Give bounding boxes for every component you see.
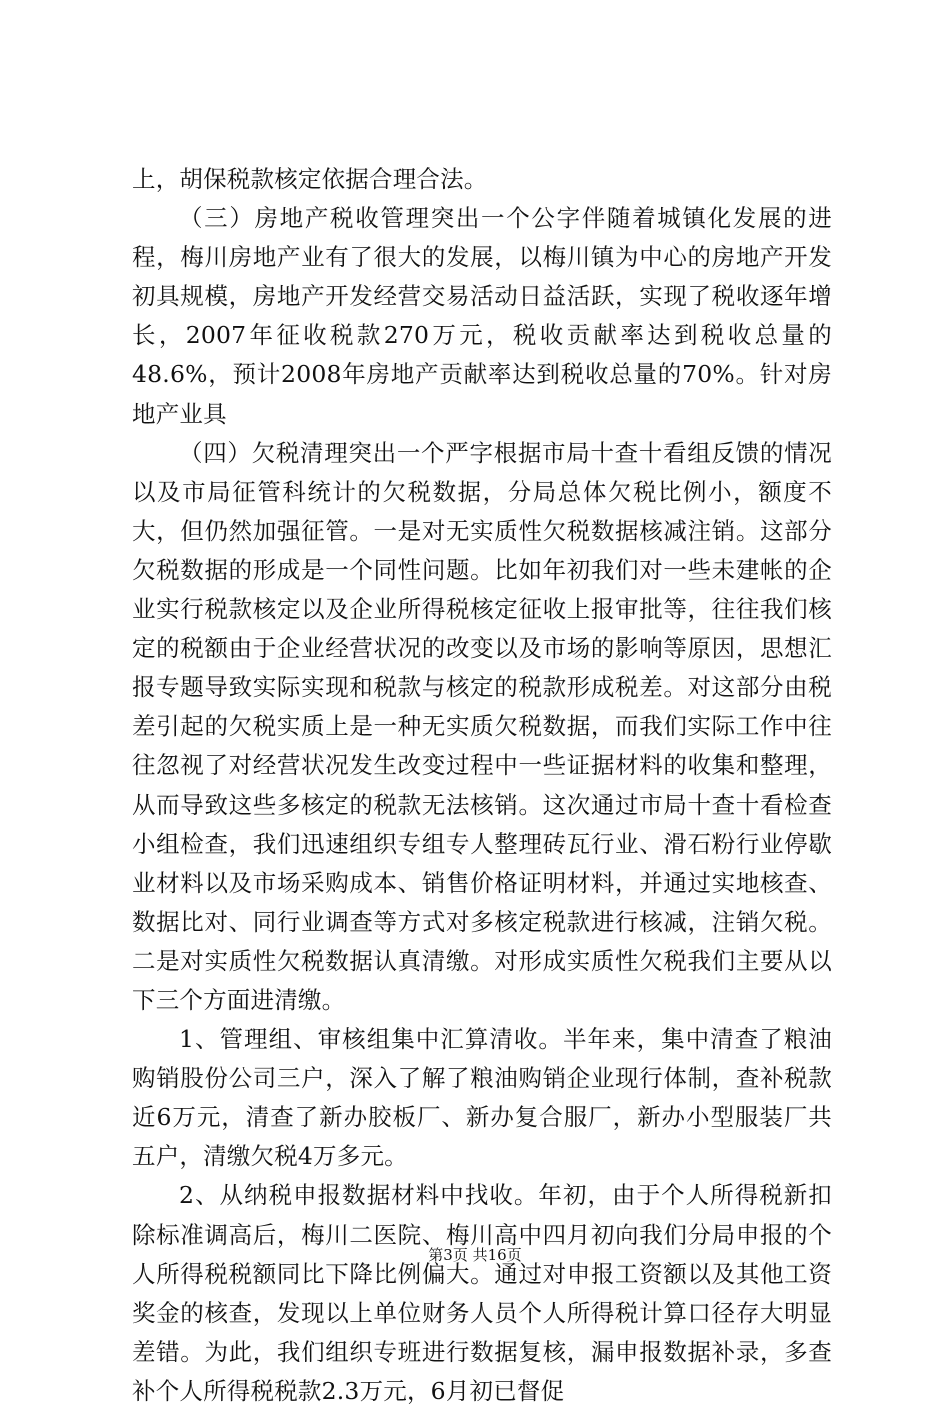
paragraph-real-estate-tax: （三）房地产税收管理突出一个公字伴随着城镇化发展的进程，梅川房地产业有了很大的发展，以梅川镇为中心的房地产开发初具规模，房地产开发经营交易活动日益活跃，实现了税收逐年增长，2007年征收税款270万元，税收贡献率达到税收总量的48.6%，预计2008年房地产贡献率达到税收总量的70%。针对房地产业具 bbox=[132, 204, 832, 428]
paragraph-item-2: 2、从纳税申报数据材料中找收。年初，由于个人所得税新扣除标准调高后，梅川二医院、梅川高中四月初向我们分局申报的个人所得税税额同比下降比例偏大。通过对申报工资额以及其他工资奖金的核查，发现以上单位财务人员个人所得税计算口径存大明显差错。为此，我们组织专班进行数据复核，漏申报数据补录，多查补个人所得税税款2.3万元，6月初已督促 bbox=[132, 1181, 832, 1405]
paragraph-arrears-cleanup: （四）欠税清理突出一个严字根据市局十查十看组反馈的情况以及市局征管科统计的欠税数据，分局总体欠税比例小，额度不大，但仍然加强征管。一是对无实质性欠税数据核减注销。这部分欠税数据的形成是一个同性问题。比如年初我们对一些未建帐的企业实行税款核定以及企业所得税核定征收上报审批等，往往我们核定的税额由于企业经营状况的改变以及市场的影响等原因，思想汇报专题导致实际实现和税款与核定的税款形成税差。对这部分由税差引起的欠税实质上是一种无实质欠税数据，而我们实际工作中往往忽视了对经营状况发生改变过程中一些证据材料的收集和整理，从而导致这些多核定的税款无法核销。这次通过市局十查十看检查小组检查，我们迅速组织专组专人整理砖瓦行业、滑石粉行业停歇业材料以及市场采购成本、销售价格证明材料，并通过实地核查、数据比对、同行业调查等方式对多核定税款进行核减，注销欠税。二是对实质性欠税数据认真清缴。对形成实质性欠税我们主要从以下三个方面进清缴。 bbox=[132, 438, 832, 1014]
page-number-footer: 第3页 共16页 bbox=[428, 1246, 522, 1264]
paragraph-continuation: 上，胡保税款核定依据合理合法。 bbox=[132, 165, 488, 193]
document-body bbox=[132, 160, 832, 1411]
paragraph-item-1: 1、管理组、审核组集中汇算清收。半年来，集中清查了粮油购销股份公司三户，深入了解了粮油购销企业现行体制，查补税款近6万元，清查了新办胶板厂、新办复合服厂，新办小型服装厂共五户，清缴欠税4万多元。 bbox=[132, 1025, 832, 1171]
